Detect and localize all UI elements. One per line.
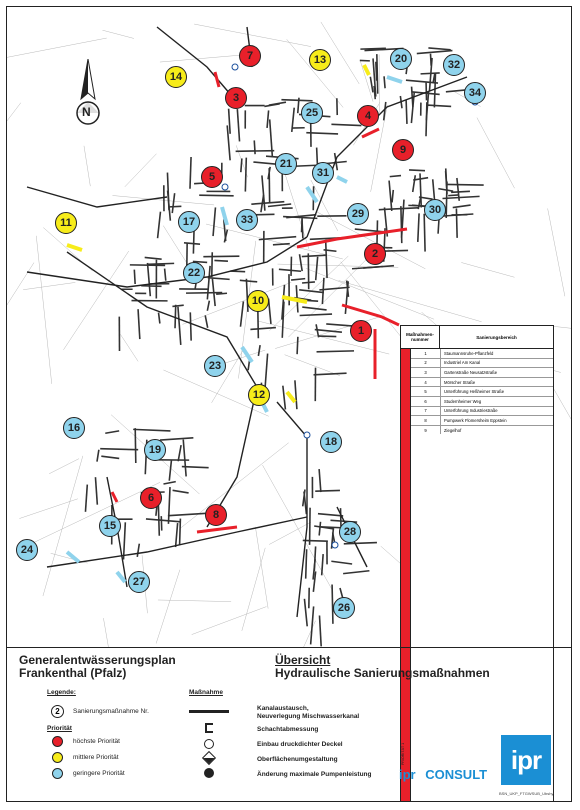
sewer-line [390, 176, 401, 177]
sewer-line [326, 324, 353, 326]
sewer-line [168, 513, 207, 515]
parcel-line [477, 118, 515, 189]
row-number: 3 [411, 368, 441, 377]
sewer-line [322, 554, 323, 575]
parcel-line [84, 146, 90, 186]
marker-12[interactable]: 12 [248, 384, 270, 406]
sewer-line [297, 337, 298, 354]
parcel-line [255, 527, 268, 609]
sewer-line [319, 469, 321, 492]
sewer-line [409, 170, 425, 171]
sewer-line [343, 571, 369, 574]
sewer-line [392, 190, 393, 203]
north-label: N [82, 105, 91, 119]
lid-symbol [332, 542, 338, 548]
sewer-line [101, 456, 119, 458]
sewer-line [240, 280, 257, 282]
sewer-line [417, 51, 453, 54]
sewer-line [315, 490, 340, 491]
legend-medium-label: mittlere Priorität [73, 754, 119, 761]
sewer-line [158, 212, 161, 238]
main-sewer-line [27, 187, 167, 207]
sewer-line [448, 195, 459, 196]
sewer-line [352, 267, 383, 269]
legend-priority-title: Priorität [47, 725, 72, 732]
sewer-line [319, 615, 321, 646]
sewer-line [190, 312, 191, 340]
marker-17[interactable]: 17 [178, 211, 200, 233]
sewer-line [302, 219, 303, 238]
sewer-line [314, 373, 347, 375]
sewer-line [319, 336, 337, 337]
sewer-line [229, 109, 231, 134]
legend-pump-icon [204, 768, 214, 778]
priority-route-yellow [67, 245, 82, 250]
parcel-line [102, 30, 133, 38]
row-number: 8 [411, 416, 441, 425]
lid-symbol [222, 184, 228, 190]
sewer-line [205, 315, 207, 327]
plan-title-line1: Generalentwässerungsplan [19, 653, 176, 667]
sewer-line [208, 278, 230, 280]
sewer-line [241, 158, 242, 172]
sewer-line [413, 175, 416, 192]
legend-m4: Oberflächenumgestaltung [257, 756, 338, 763]
sewer-line [315, 330, 342, 333]
sewer-line [310, 508, 311, 545]
marker-16[interactable]: 16 [63, 417, 85, 439]
sewer-line [168, 487, 170, 524]
priority-route-blue [242, 347, 252, 362]
sewer-line [319, 522, 320, 536]
priority-route-blue [117, 572, 125, 582]
sewer-line [253, 162, 275, 164]
parcel-line [306, 268, 434, 319]
sewer-line [451, 191, 470, 192]
sewer-line [137, 544, 139, 557]
sewer-line [133, 429, 170, 431]
marker-31[interactable]: 31 [312, 162, 334, 184]
title-block [7, 647, 572, 802]
legend-low-dot [52, 768, 63, 779]
legend-sample-marker: 2 [51, 705, 64, 718]
legend-lid-icon [204, 739, 214, 749]
marker-23[interactable]: 23 [204, 355, 226, 377]
sewer-line [159, 313, 160, 324]
marker-6[interactable]: 6 [140, 487, 162, 509]
sewer-line [169, 206, 181, 207]
legend-high-label: höchste Priorität [73, 738, 120, 745]
marker-11[interactable]: 11 [55, 212, 77, 234]
priority-route-blue [387, 77, 402, 82]
sewer-line [254, 140, 255, 154]
marker-32[interactable]: 32 [443, 54, 465, 76]
parcel-line [19, 499, 77, 519]
priority-route-blue [222, 207, 227, 225]
table-row [411, 359, 553, 369]
sewer-line [178, 445, 181, 461]
sewer-line [213, 207, 215, 236]
legend-measure-title: Maßnahme [189, 689, 223, 696]
parcel-line [194, 24, 311, 47]
table-row [411, 397, 553, 407]
sewer-line [302, 307, 326, 310]
legend-m5: Änderung maximale Pumpenleistung [257, 771, 372, 778]
sewer-line [316, 257, 318, 280]
sewer-line [165, 269, 166, 281]
legend-shaft-icon [205, 723, 213, 733]
marker-2[interactable]: 2 [364, 243, 386, 265]
main-sewer-line [277, 402, 307, 617]
sewer-line [100, 449, 138, 450]
sewer-line [265, 354, 268, 391]
row-area: Mörscher Straße [444, 379, 476, 385]
sewer-line [406, 100, 407, 124]
legend-sample-label: Sanierungsmaßnahme Nr. [73, 708, 149, 715]
legend-m3: Einbau druckdichter Deckel [257, 741, 343, 748]
parcel-line [7, 263, 34, 354]
sewer-line [447, 184, 484, 185]
sewer-line [178, 307, 181, 345]
brand-ipr: ipr [399, 767, 416, 782]
marker-29[interactable]: 29 [347, 203, 369, 225]
sewer-line [145, 257, 162, 259]
marker-7[interactable]: 7 [239, 45, 261, 67]
sewer-line [291, 279, 305, 280]
sewer-line [172, 193, 174, 213]
parcel-line [242, 548, 265, 631]
sewer-line [456, 208, 457, 237]
sewer-line [176, 523, 178, 547]
sewer-line [245, 158, 246, 192]
sewer-line [384, 76, 385, 88]
parcel-line [125, 154, 157, 187]
sewer-line [302, 282, 315, 283]
sewer-line [316, 324, 319, 337]
marker-21[interactable]: 21 [275, 153, 297, 175]
plan-subtitle [275, 654, 490, 680]
sewer-line [207, 301, 209, 311]
sewer-line [95, 477, 97, 504]
parcel-line [311, 180, 338, 231]
row-area: Industriel Am Kanal [444, 360, 481, 366]
sewer-line [203, 256, 239, 257]
sewer-line [147, 263, 174, 264]
sewer-line [295, 380, 297, 409]
parcel-line [548, 208, 565, 296]
sewer-line [370, 77, 373, 93]
marker-13[interactable]: 13 [309, 49, 331, 71]
sewer-line [384, 102, 386, 120]
legend-low-label: geringere Priorität [73, 770, 125, 777]
priority-route-red [297, 229, 407, 247]
marker-1[interactable]: 1 [350, 320, 372, 342]
sewer-line [97, 450, 99, 462]
sewer-line [303, 540, 328, 541]
priority-route-yellow [364, 65, 369, 75]
parcel-line [192, 607, 267, 635]
sewer-line [250, 328, 276, 330]
row-area: Unterführung Industriestraße [444, 408, 498, 414]
parcel-line [43, 456, 83, 596]
table-row [411, 378, 553, 388]
row-number: 1 [411, 349, 441, 358]
row-number: 5 [411, 387, 441, 396]
row-number: 4 [411, 378, 441, 387]
legend-sewer-line-icon [189, 710, 229, 713]
sewer-line [268, 204, 291, 206]
sewer-line [146, 519, 181, 522]
plan-subtitle-line2: Hydraulische Sanierungsmaßnahmen [275, 666, 490, 680]
parcel-line [103, 618, 113, 647]
row-number: 9 [411, 426, 441, 435]
table-row [411, 349, 553, 359]
sewer-line [258, 345, 260, 356]
sewer-line [442, 196, 479, 198]
sewer-line [237, 109, 239, 141]
sewer-line [317, 351, 354, 352]
marker-30[interactable]: 30 [424, 199, 446, 221]
sewer-line [300, 314, 332, 315]
parcel-line [179, 443, 289, 530]
sewer-line [85, 485, 87, 512]
row-area: Staumannsruhe-Pflanzfeld [444, 350, 494, 356]
sewer-line [376, 62, 377, 81]
table-header [401, 326, 553, 349]
parcel-line [285, 355, 340, 376]
sewer-line [453, 205, 471, 207]
parcel-line [158, 600, 231, 602]
legend-m1b: Neuverlegung Mischwasserkanal [257, 713, 360, 720]
row-number: 2 [411, 359, 441, 368]
sewer-line [428, 48, 450, 50]
sewer-line [427, 105, 451, 106]
row-number: 7 [411, 407, 441, 416]
sewer-line [302, 255, 327, 256]
marker-28[interactable]: 28 [339, 521, 361, 543]
sewer-line [300, 254, 303, 271]
row-number: 6 [411, 397, 441, 406]
sewer-line [326, 240, 327, 278]
sewer-line [283, 386, 286, 410]
marker-25[interactable]: 25 [301, 102, 323, 124]
priority-route-red [342, 305, 399, 325]
marker-18[interactable]: 18 [320, 431, 342, 453]
marker-3[interactable]: 3 [225, 87, 247, 109]
sewer-line [240, 301, 243, 326]
row-area: Pumpwerk Flomersheim Eppstein [444, 417, 507, 423]
table-row [411, 407, 553, 417]
sewer-line [418, 213, 419, 242]
sewer-line [141, 286, 161, 287]
legend-title: Legende: [47, 689, 76, 696]
sewer-line [281, 100, 312, 101]
sewer-line [304, 599, 307, 627]
sewer-line [216, 293, 227, 294]
marker-20[interactable]: 20 [390, 48, 412, 70]
marker-15[interactable]: 15 [99, 515, 121, 537]
sewer-line [421, 73, 440, 74]
sewer-line [158, 503, 159, 536]
sewer-line [251, 202, 284, 204]
parcel-line [49, 459, 79, 474]
legend-medium-dot [52, 752, 63, 763]
sewer-line [138, 309, 140, 339]
sewer-line [401, 206, 402, 243]
sewer-line [163, 482, 175, 484]
row-area: Ziegelhof [444, 427, 462, 433]
marker-10[interactable]: 10 [247, 290, 269, 312]
sewer-line [389, 181, 392, 211]
sewer-line [105, 431, 119, 433]
priority-route-red [112, 492, 117, 502]
marker-22[interactable]: 22 [183, 262, 205, 284]
sewer-line [175, 305, 176, 329]
sewer-line [169, 461, 171, 481]
sewer-line [267, 110, 269, 128]
priority-route-yellow [282, 297, 307, 302]
table-row [411, 387, 553, 397]
sewer-line [124, 522, 126, 559]
parcel-line [120, 334, 138, 361]
sewer-line [183, 440, 186, 477]
plan-sheet [6, 6, 572, 802]
marker-26[interactable]: 26 [333, 597, 355, 619]
table-row [411, 416, 553, 426]
marker-9[interactable]: 9 [392, 139, 414, 161]
marker-5[interactable]: 5 [201, 166, 223, 188]
sewer-line [214, 260, 228, 261]
legend-m1a: Kanalaustausch, [257, 705, 309, 712]
sewer-line [438, 189, 453, 192]
sewer-line [322, 278, 324, 304]
main-sewer-line [157, 27, 237, 102]
marker-24[interactable]: 24 [16, 539, 38, 561]
sewer-line [331, 124, 361, 125]
sewer-line [331, 561, 352, 564]
priority-route-red [197, 527, 237, 532]
marker-27[interactable]: 27 [128, 571, 150, 593]
table-row [411, 426, 553, 435]
legend-m2: Schachtabmessung [257, 726, 319, 733]
priority-bar-label: PRIORITÄT 1 [401, 742, 405, 766]
sewer-line [186, 293, 222, 294]
file-code: BSN_UKP_FTGWSUB_Ubshy [499, 791, 554, 796]
sewer-line [424, 214, 425, 252]
brand-text [399, 767, 487, 782]
sewer-line [318, 514, 343, 516]
parcel-line [36, 236, 51, 384]
plan-subtitle-line1: Übersicht [275, 653, 331, 667]
marker-19[interactable]: 19 [144, 439, 166, 461]
parcel-line [156, 570, 180, 644]
marker-14[interactable]: 14 [165, 66, 187, 88]
sewer-line [314, 546, 315, 571]
sewer-line [207, 266, 210, 300]
sewer-line [134, 270, 135, 284]
sewer-line [190, 157, 191, 189]
parcel-line [461, 262, 514, 277]
parcel-line [339, 280, 482, 321]
row-area: Studernheimer Weg [444, 398, 482, 404]
plan-title [19, 654, 176, 680]
sewer-line [173, 490, 189, 493]
row-area: Unterführung Heßheimer Straße [444, 389, 505, 395]
brand-consult: CONSULT [425, 767, 488, 782]
parcel-line [7, 103, 21, 193]
parcel-line [28, 482, 160, 545]
marker-33[interactable]: 33 [236, 209, 258, 231]
sewer-line [172, 305, 183, 306]
legend-high-dot [52, 736, 63, 747]
parcel-line [551, 385, 572, 446]
sewer-line [160, 438, 193, 440]
col-area-header: Sanierungsbereich [476, 334, 517, 340]
priority-route-red [215, 72, 219, 87]
priority-route-blue [67, 552, 79, 562]
sewer-line [199, 195, 233, 196]
north-arrow-icon [73, 59, 103, 131]
sewer-line [306, 549, 307, 578]
sewer-line [135, 428, 136, 463]
lid-symbol [232, 64, 238, 70]
row-area: Gartenstraße Neusatzstraße [444, 369, 498, 375]
table-row [411, 368, 553, 378]
parcel-line [23, 282, 75, 289]
col-num-header: Maßnahmen-nummer [401, 326, 440, 348]
sewer-line [147, 263, 150, 296]
priority-route-blue [337, 177, 347, 182]
lid-symbol [304, 432, 310, 438]
marker-8[interactable]: 8 [205, 504, 227, 526]
ipr-logo: ipr [501, 735, 551, 785]
priority-route-yellow [287, 392, 295, 402]
marker-34[interactable]: 34 [464, 82, 486, 104]
sewer-line [279, 269, 301, 271]
plan-title-line2: Frankenthal (Pfalz) [19, 666, 127, 680]
marker-4[interactable]: 4 [357, 105, 379, 127]
